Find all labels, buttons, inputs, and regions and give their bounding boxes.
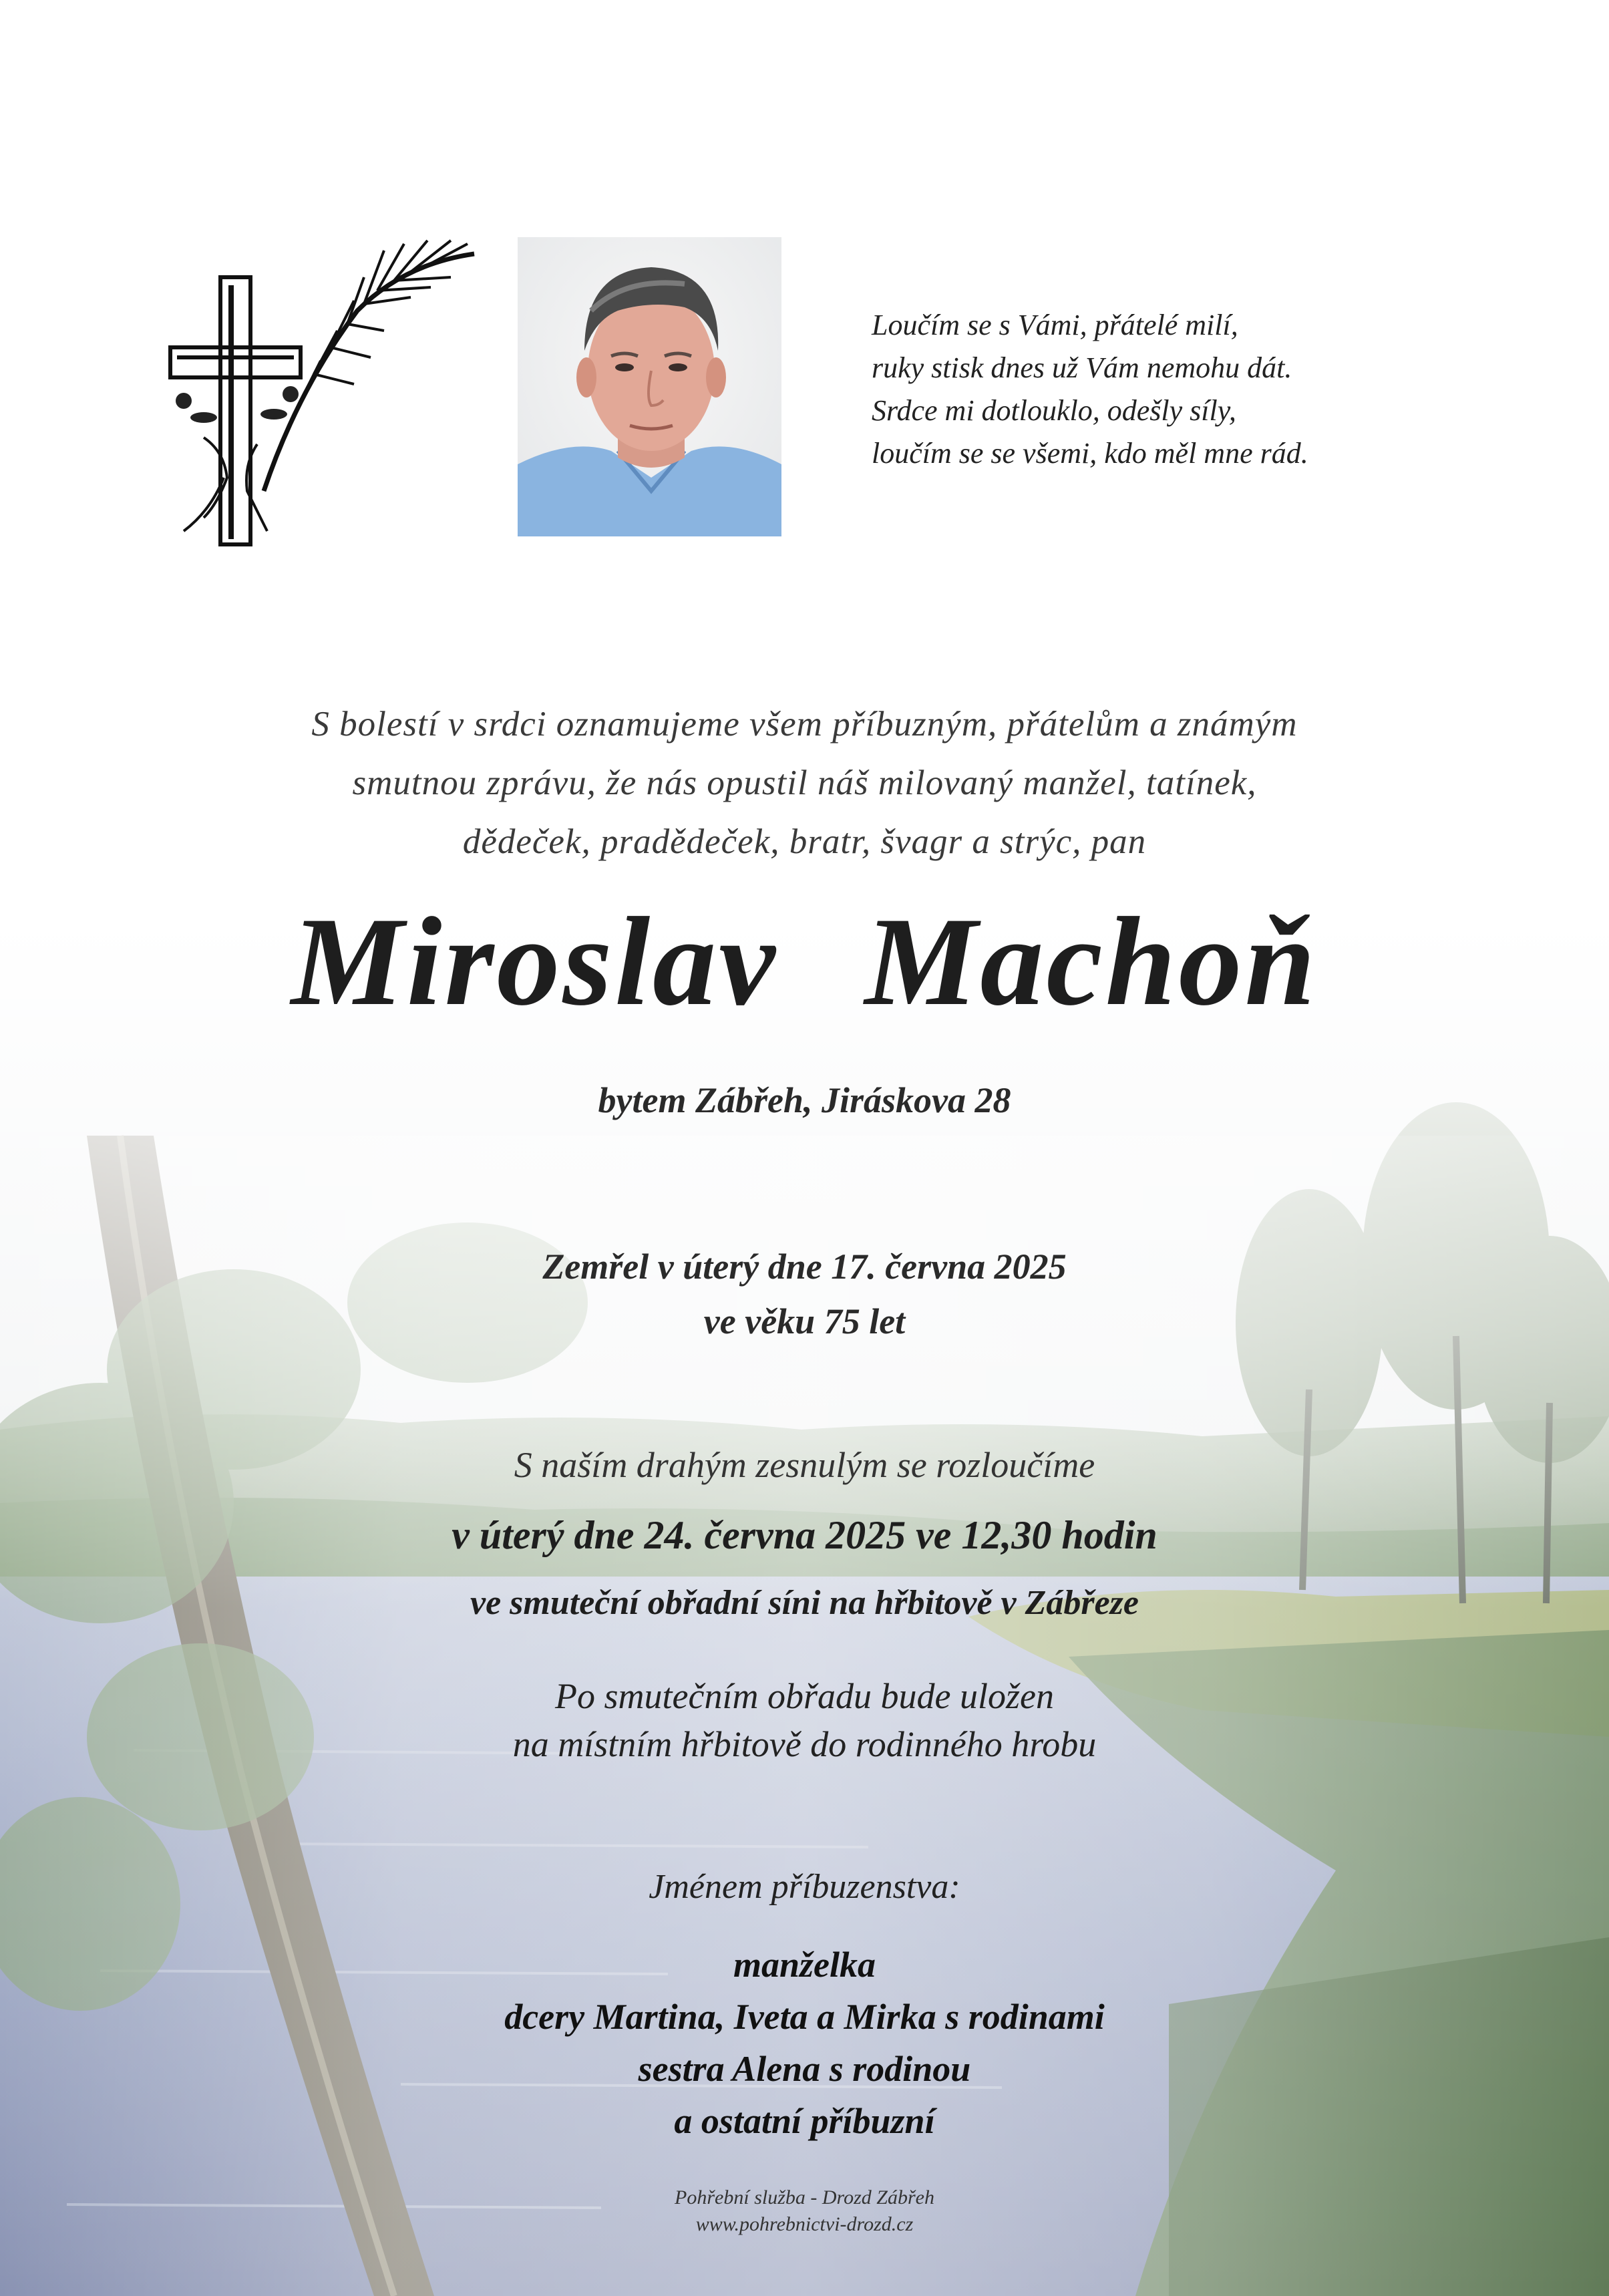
deceased-name (0, 888, 1609, 1035)
funeral-service-url: www.pohrebnictvi-drozd.cz (695, 2213, 914, 2235)
funeral-service-footer (0, 2184, 1609, 2238)
relative-entry: manželka (733, 1945, 876, 1985)
poem-line: loučím se se všemi, kdo měl mne rád. (872, 437, 1308, 470)
announcement-intro (0, 695, 1609, 871)
relative-entry: sestra Alena s rodinou (638, 2049, 971, 2089)
poem-line: ruky stisk dnes už Vám nemohu dát. (872, 351, 1292, 384)
burial-info (0, 1672, 1609, 1768)
death-date: Zemřel v úterý dne 17. června 2025 (542, 1247, 1067, 1287)
death-info (0, 1239, 1609, 1349)
intro-line: dědeček, pradědeček, bratr, švagr a strýc, pan (462, 822, 1147, 861)
poem-line: Loučím se s Vámi, přátelé milí, (872, 309, 1238, 341)
burial-line: Po smutečním obřadu bude uložen (555, 1676, 1054, 1716)
funeral-service-name: Pohřební služba - Drozd Zábřeh (675, 2186, 934, 2208)
burial-line: na místním hřbitově do rodinného hrobu (512, 1724, 1097, 1764)
residence-address: bytem Zábřeh, Jiráskova 28 (598, 1080, 1011, 1120)
intro-line: smutnou zprávu, že nás opustil náš milovaný manžel, tatínek, (352, 764, 1257, 802)
farewell-date: v úterý dne 24. června 2025 ve 12,30 hodin (452, 1513, 1157, 1557)
intro-line: S bolestí v srdci oznamujeme všem příbuzným, přátelům a známým (311, 705, 1298, 744)
first-name: Miroslav (291, 892, 778, 1032)
relative-entry: a ostatní příbuzní (674, 2101, 935, 2141)
farewell-intro: S naším drahým zesnulým se rozloučíme (514, 1445, 1095, 1485)
farewell-poem (872, 304, 1473, 475)
relatives-list (0, 1939, 1609, 2147)
cross-with-palm-icon (164, 224, 478, 551)
poem-line: Srdce mi dotlouklo, odešly síly, (872, 394, 1236, 427)
relatives-label: Jménem příbuzenstva: (649, 1868, 960, 1906)
last-name: Machoň (864, 892, 1318, 1032)
portrait-photo (518, 237, 781, 536)
farewell-place: ve smuteční obřadní síni na hřbitově v Zábřeze (470, 1584, 1139, 1622)
age-at-death: ve věku 75 let (703, 1301, 906, 1341)
relative-entry: dcery Martina, Iveta a Mirka s rodinami (504, 1997, 1105, 2037)
